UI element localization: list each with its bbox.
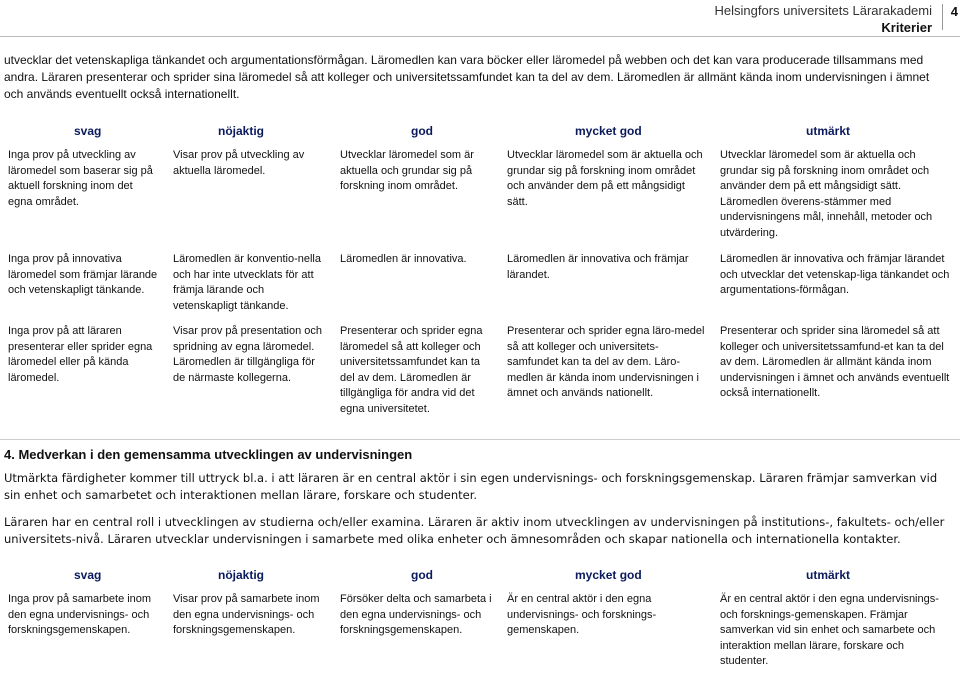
table-cell: Läromedlen är innovativa. [340,253,467,265]
table-cell: Inga prov på innovativa läromedel som främjar lärande och vetenskapligt tänkande. [8,253,158,297]
table-cell: Utvecklar läromedel som är aktuella och grundar sig på forskning inom området. [340,149,474,193]
section-paragraph-2: Läraren har en central roll i utvecklingen av studierna och/eller examina. Läraren är aktiv inom utvecklingen av undervisningen på institutions-, fakultets- och/eller universitets-nivå. Läraren utvecklar undervisningen i samarbete med olika enheter och ämnesområden och skapar nationella och internationella kontakter. [4,515,945,546]
table-cell: Inga prov på samarbete inom den egna undervisnings- och forskningsgemenskapen. [8,593,152,637]
section-heading: 4. Medverkan i den gemensamma utvecklingen av undervisningen [4,447,413,462]
level-god: god [411,124,433,138]
section-paragraph-1: Utmärkta färdigheter kommer till uttryck bl.a. i att läraren är en central aktör i sin egen undervisnings- och forskningsgemenskap. Läraren främjar samverkan vid sin enhet och samarbetet och interaktionen mellan lärare, forskare och studenter. [4,471,938,502]
level-utmarkt: utmärkt [806,124,851,138]
page-header [715,2,932,36]
table-cell: Utvecklar läromedel som är aktuella och grundar sig på forskning inom området och använder dem på ett mångsidigt sätt. Läromedlen överens-stämmer med undervisningens mål, innehåll, metoder och utvärdering. [720,149,933,239]
level-header-row [4,124,950,140]
level-svag: svag [74,124,102,138]
level-svag: svag [74,568,102,582]
header-subtitle: Kriterier [881,20,932,35]
table-cell: Försöker delta och samarbeta i den egna undervisnings- och forskningsgemenskapen. [340,593,492,637]
table-cell: Visar prov på utveckling av aktuella läromedel. [173,149,305,177]
level-mycket-god: mycket god [575,124,642,138]
table-cell: Är en central aktör i den egna undervisnings- och forsknings-gemenskapen. [507,593,657,637]
table-cell: Är en central aktör i den egna undervisnings- och forsknings-gemenskapen. Främjar samverkan vid sin enhet och samarbete och interaktion mellan lärare, forskare och studenter. [720,593,939,668]
page-number: 4 [942,4,958,30]
section-divider [0,439,960,440]
level-god: god [411,568,433,582]
table-cell: Presenterar och sprider egna läromedel så att kolleger och universitetssamfundet kan ta del av dem. Läromedlen är tillgängliga för andra vid det egna universitetet. [340,325,483,415]
level-nojaktig: nöjaktig [218,568,265,582]
level-nojaktig: nöjaktig [218,124,265,138]
level-header-row [4,568,950,584]
table-cell: Visar prov på presentation och spridning av egna läromedel. Läromedlen är tillgängliga för de närmaste kollegerna. [173,325,322,384]
intro-paragraph: utvecklar det vetenskapliga tänkandet och argumentationsförmågan. Läromedlen kan vara böcker eller läromedel på webben och det kan vara producerade tillsammans med andra. Läraren presenterar och sprider sina läromedel så att kolleger och universitetssamfundet kan ta del av dem. Läromedlen är allmänt kända inom undervisningen i ämnet och används eventuellt också internationellt. [4,53,930,101]
table-cell: Läromedlen är innovativa och främjar lärandet och utvecklar det vetenskap-liga tänkandet och argumentations-förmågan. [720,253,950,297]
level-utmarkt: utmärkt [806,568,851,582]
table-cell: Inga prov på utveckling av läromedel som baserar sig på aktuell forskning inom det egna området. [8,149,153,208]
table-cell: Visar prov på samarbete inom den egna undervisnings- och forskningsgemenskapen. [173,593,320,637]
table-cell: Presenterar och sprider egna läro-medel så att kolleger och universitets-samfundet kan ta del av dem. Läro-medlen är kända inom undervisningen i ämnet och används nationellt. [507,325,705,400]
header-divider [0,36,960,37]
table-cell: Presenterar och sprider sina läromedel så att kolleger och universitetssamfund-et kan ta del av dem. Läromedlen är allmänt kända inom undervisningen i ämnet och används eventuellt också internationellt. [720,325,950,400]
institution-name: Helsingfors universitets Lärarakademi [714,3,932,18]
table-cell: Inga prov på att läraren presenterar eller sprider egna läromedel eller på kända läromedel. [8,325,153,384]
table-cell: Läromedlen är innovativa och främjar lärandet. [507,253,689,281]
table-cell: Läromedlen är konventio-nella och har inte utvecklats för att främja lärande och vetenskapligt tänkande. [173,253,321,312]
table-cell: Utvecklar läromedel som är aktuella och grundar sig på forskning inom området och använder dem på ett mångsidigt sätt. [507,149,703,208]
level-mycket-god: mycket god [575,568,642,582]
